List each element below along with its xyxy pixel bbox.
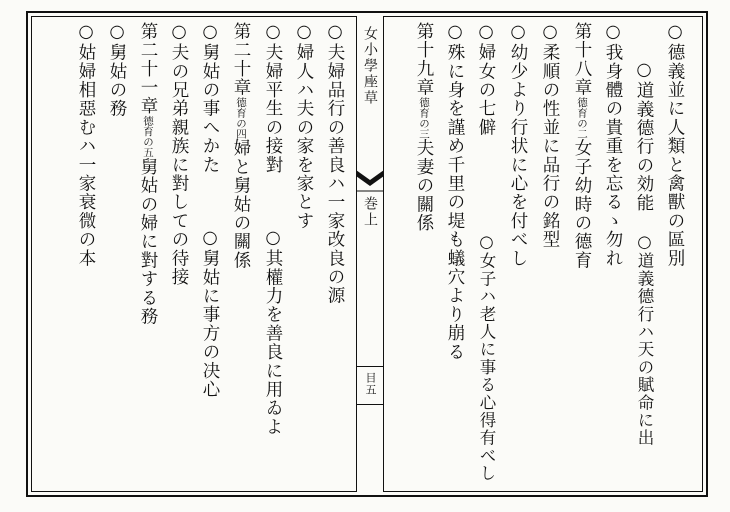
toc-entry: ○幼少より行状に心を付べし: [508, 22, 528, 268]
toc-entry: ○其權力を善良に用ゐよ: [263, 228, 283, 437]
book-title: 女小學𫝶草: [362, 26, 378, 106]
chapter-heading: 第十九章德育の三夫妻の關係: [414, 22, 434, 233]
toc-entry: ○舅姑に事方の决心: [200, 228, 220, 399]
toc-entry: ○夫婦平生の接對: [263, 22, 283, 175]
toc-entry: ○女子ハ老人に事る心得有べし: [477, 232, 496, 483]
toc-entry: ○道義德行ハ天の賦命に出: [635, 232, 654, 447]
toc-entry: ○德義並に人類と禽獸の區別: [665, 22, 685, 268]
toc-entry: ○夫の兄弟親族に對しての待接: [169, 22, 189, 287]
toc-entry: ○柔順の性並に品行の銘型: [540, 22, 560, 249]
toc-entry: ○姑婦相惡むハ一家衰微の本: [76, 22, 96, 268]
fishtail-mark-icon: [356, 170, 384, 192]
toc-entry: ○殊に身を謹め千里の堤も蟻穴より崩る: [445, 22, 465, 362]
page-number: 目五: [364, 372, 377, 396]
toc-entry: ○舅姑の事へかた: [200, 22, 220, 175]
toc-entry: ○婦人ハ夫の家を家とす: [294, 22, 314, 231]
chapter-heading: 第二十章德育の四婦と舅姑の關係: [231, 22, 251, 270]
volume-label: 巻上: [362, 196, 378, 228]
band-divider: [356, 366, 384, 367]
chapter-heading: 第十八章德育の二女子幼時の德育: [572, 22, 592, 270]
toc-entry: ○夫婦品行の善良ハ一家改良の源: [325, 22, 345, 305]
chapter-heading: 第二十一章德育の五舅姑の婦に對する務: [138, 22, 158, 326]
toc-entry: ○舅姑の務: [107, 22, 127, 118]
toc-entry: ○婦女の七僻: [476, 22, 496, 137]
toc-entry: ○道義德行の効能: [634, 60, 654, 213]
toc-entry: ○我身體の貴重を忘るゝ勿れ: [603, 22, 623, 268]
band-divider: [356, 404, 384, 405]
